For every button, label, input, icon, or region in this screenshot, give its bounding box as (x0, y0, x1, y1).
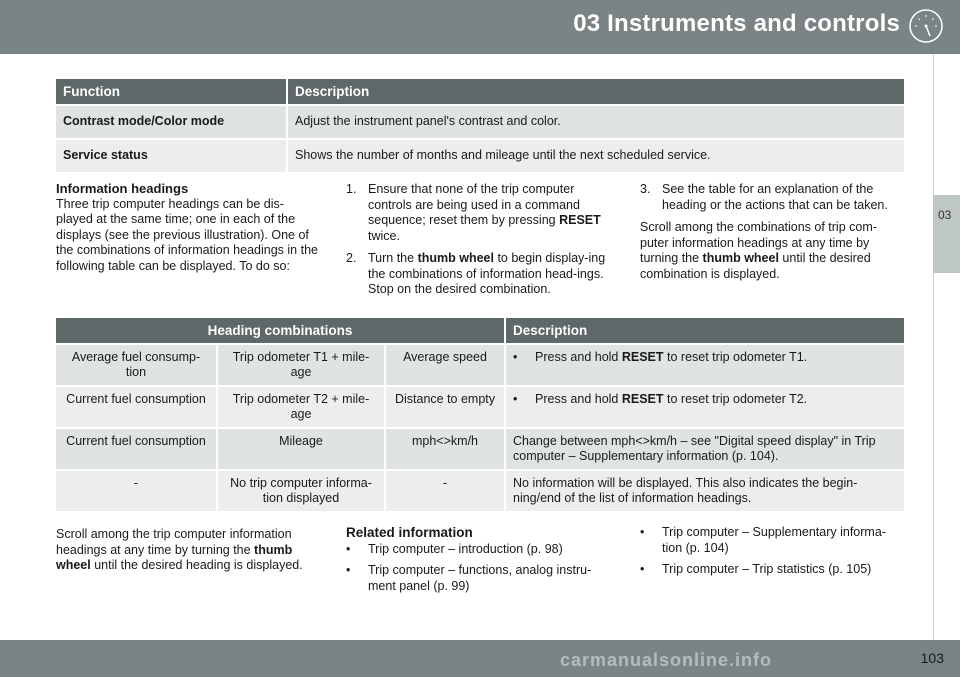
table-row (56, 471, 904, 511)
thumb-wheel-label: thumb wheel (56, 542, 293, 572)
gauge-icon (906, 6, 946, 46)
column-header-description: Description (506, 318, 904, 343)
related-link[interactable]: Trip computer – functions, analog instru-ment panel (p. 99) (368, 563, 592, 593)
table-cell: Current fuel consumption (56, 387, 216, 427)
step-number: 3. (640, 182, 651, 196)
step-text (368, 182, 616, 244)
text: Scroll among the trip computer information headings at any time by turning the (56, 527, 292, 557)
list-item[interactable] (346, 542, 616, 558)
chapter-tab[interactable] (933, 195, 960, 273)
table-cell: Average speed (386, 345, 504, 385)
chapter-tab-label: 03 (938, 208, 952, 222)
step-number: 1. (346, 182, 357, 196)
list-item (346, 251, 616, 298)
column-header-description: Description (288, 79, 904, 104)
text: twice. (368, 228, 400, 243)
reset-label: RESET (559, 213, 601, 227)
info-headings-section (56, 181, 318, 274)
step-text: See the table for an explanation of the heading or the actions that can be taken. (662, 182, 888, 212)
steps-column-2 (640, 182, 902, 282)
paragraph (640, 220, 902, 282)
text: to begin display-ing the combinations of information head-ings. Stop on the desired combination. (368, 251, 606, 296)
text: until the desired heading is displayed. (90, 558, 303, 572)
table-cell: - (56, 471, 216, 511)
related-heading: Related information (346, 525, 473, 540)
step-text (368, 251, 616, 298)
chapter-title: 03 Instruments and controls (573, 10, 900, 37)
list-item (640, 182, 902, 213)
function-table (54, 77, 906, 174)
table-cell: No trip computer informa-tion displayed (218, 471, 384, 511)
bullet: • (346, 541, 351, 556)
description-cell: Shows the number of months and mileage until the next scheduled service. (288, 140, 904, 172)
function-cell: Service status (56, 140, 286, 172)
table-cell: Trip odometer T1 + mile-age (218, 345, 384, 385)
list-item[interactable] (346, 563, 616, 594)
page-number: 103 (920, 650, 944, 666)
bullet: • (346, 563, 351, 577)
table-cell: Average fuel consump-tion (56, 345, 216, 385)
table-cell: Current fuel consumption (56, 429, 216, 469)
margin-divider (933, 54, 934, 640)
text: Turn the (368, 251, 418, 265)
text: to reset trip odometer T2. (663, 392, 808, 406)
bullet: • (640, 525, 645, 539)
text: Ensure that none of the trip computer controls are being used in a command sequence; reset them by pressing (368, 182, 580, 227)
description-cell (506, 387, 904, 427)
section-heading: Information headings (56, 181, 189, 196)
table-row (56, 140, 904, 172)
related-information (346, 525, 616, 600)
scroll-paragraph (56, 527, 318, 574)
text: until the desired combination is displayed. (640, 251, 871, 281)
function-cell: Contrast mode/Color mode (56, 106, 286, 138)
related-link[interactable]: Trip computer – Trip statistics (p. 105) (662, 562, 872, 576)
text: Press and hold (535, 350, 622, 364)
list-item[interactable] (640, 562, 902, 578)
thumb-wheel-label: thumb wheel (702, 251, 779, 265)
text: to reset trip odometer T1. (663, 350, 808, 364)
text: Scroll among the combinations of trip com-puter information headings at any time by turning the (640, 220, 877, 265)
list-item[interactable] (640, 525, 902, 556)
steps-column (346, 182, 616, 305)
table-row (56, 106, 904, 138)
table-cell: Distance to empty (386, 387, 504, 427)
description-cell: Change between mph<>km/h – see "Digital speed display" in Trip computer – Supplementary information (p. 104). (506, 429, 904, 469)
paragraph: Three trip computer headings can be dis-played at the same time; one in each of the displays (see the previous illustration). One of the combinations of information headings in the following table can be displayed. To do so: (56, 196, 318, 273)
reset-label: RESET (621, 350, 664, 364)
reset-label: RESET (621, 392, 664, 406)
step-number: 2. (346, 251, 357, 265)
table-row (56, 345, 904, 385)
table-row (56, 429, 904, 469)
heading-combinations-table (54, 316, 906, 513)
description-cell: No information will be displayed. This also indicates the begin-ning/end of the list of information headings. (506, 471, 904, 511)
list-item (346, 182, 616, 244)
description-cell: Adjust the instrument panel's contrast and color. (288, 106, 904, 138)
bullet: • (513, 350, 518, 364)
table-cell: Trip odometer T2 + mile-age (218, 387, 384, 427)
table-row (56, 387, 904, 427)
page-footer (0, 640, 960, 677)
bullet: • (513, 392, 518, 406)
thumb-wheel-label: thumb wheel (417, 251, 494, 265)
column-header-combinations: Heading combinations (56, 318, 504, 343)
table-cell: Mileage (218, 429, 384, 469)
column-header-function: Function (56, 79, 286, 104)
text: Press and hold (535, 392, 622, 406)
related-link[interactable]: Trip computer – introduction (p. 98) (368, 541, 563, 556)
related-link[interactable]: Trip computer – Supplementary informa-tion (p. 104) (662, 525, 886, 555)
watermark: carmanualsonline.info (560, 650, 773, 670)
description-cell (506, 345, 904, 385)
bullet: • (640, 562, 645, 576)
table-cell: - (386, 471, 504, 511)
table-cell: mph<>km/h (386, 429, 504, 469)
related-information-2 (640, 525, 902, 584)
